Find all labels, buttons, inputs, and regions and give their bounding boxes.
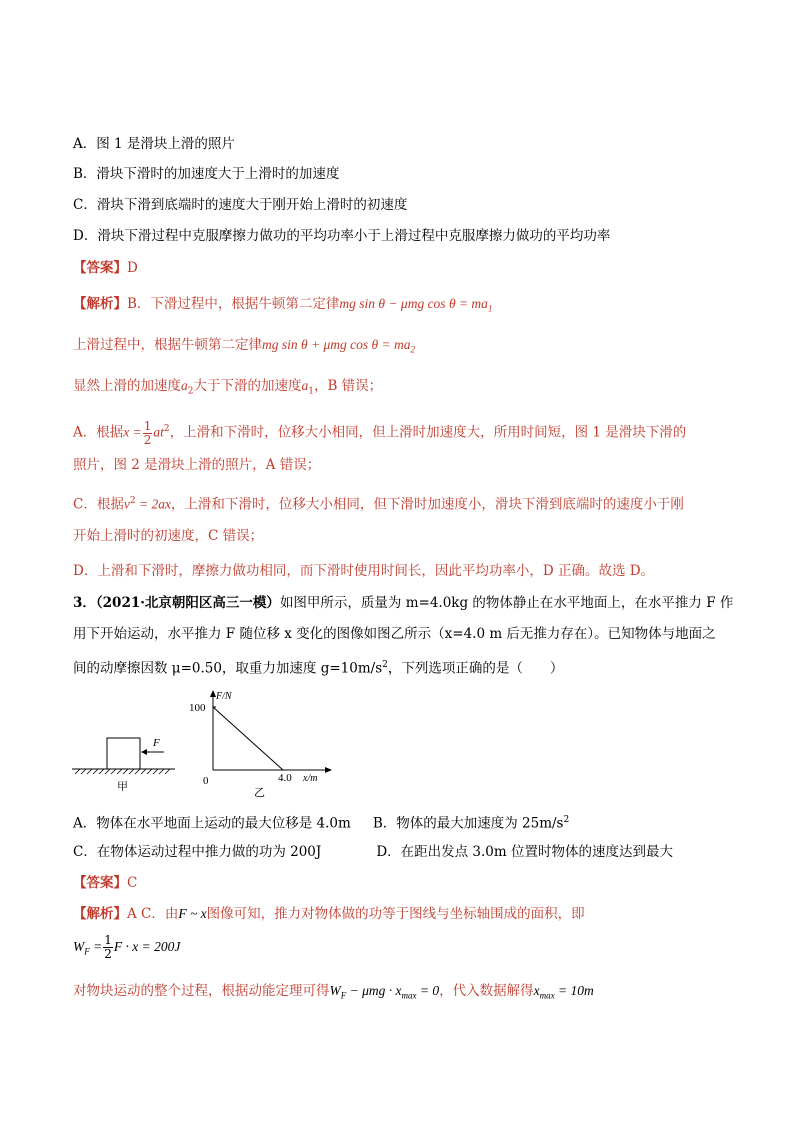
ground-hatching xyxy=(75,769,170,774)
answer-tag: 【答案】 xyxy=(73,875,127,891)
equation-left: x = xyxy=(123,424,142,440)
fraction-denominator: 2 xyxy=(143,432,152,447)
fraction-denominator: 2 xyxy=(104,947,112,961)
q2-option-c: C．滑块下滑到底端时的速度大于刚开始上滑时的初速度 xyxy=(73,197,408,213)
analysis-text: A C．由 xyxy=(127,906,179,922)
symbol: x xyxy=(533,983,540,998)
symbol-subscript: F xyxy=(340,990,347,1001)
q3-stem-line-2: 用下开始运动，水平推力 F 随位移 x 变化的图像如图乙所示（x=4.0 m 后无推力存在）。已知物体与地面之 xyxy=(73,626,716,642)
symbol: a xyxy=(181,378,188,393)
question-text: 间的动摩擦因数 μ=0.50，取重力加速度 g=10m/s xyxy=(73,660,383,677)
q2-analysis-line-3 xyxy=(73,376,734,402)
block xyxy=(107,738,140,769)
equation xyxy=(262,337,416,355)
q2-option-b: B．滑块下滑时的加速度大于上滑时的加速度 xyxy=(73,166,340,182)
force-label: F xyxy=(153,737,160,749)
q3-stem-line-1 xyxy=(73,593,734,613)
question-text: 如图甲所示，质量为 m=4.0kg 的物体静止在水平地面上，在水平推力 F 作 xyxy=(279,595,734,611)
equation: v xyxy=(123,496,130,512)
question-source: （2021·北京朝阳区高三一模） xyxy=(95,595,280,611)
analysis-text: ，上滑和下滑时，位移大小相同，但下滑时加速度小，滑块下滑到底端时的速度小于刚 xyxy=(170,496,684,513)
q2-option-a: A．图 1 是滑块上滑的照片 xyxy=(73,136,235,152)
equation: F ~ x xyxy=(178,906,207,921)
equation: = 10m xyxy=(554,983,594,998)
equation: = 2ax xyxy=(135,496,171,512)
origin-label: 0 xyxy=(203,775,209,787)
force-line xyxy=(213,707,283,770)
figure-yi xyxy=(189,690,332,799)
answer-value: D xyxy=(127,260,138,276)
analysis-text: ，上滑和下滑时，位移大小相同，但上滑时加速度大，所用时间短，图 1 是滑块下滑的 xyxy=(169,424,687,441)
analysis-text: C．根据 xyxy=(73,496,124,513)
equals: = xyxy=(93,939,103,954)
q3-analysis-line-2 xyxy=(73,934,734,962)
analysis-text: ，B 错误； xyxy=(313,378,383,394)
analysis-text: B．下滑过程中，根据牛顿第二定律 xyxy=(127,296,340,312)
analysis-text: ，代入数据解得 xyxy=(439,983,534,999)
symbol: W xyxy=(329,983,341,998)
equation-body: mg sin θ + μmg cos θ = ma xyxy=(262,337,411,352)
exponent: 2 xyxy=(129,496,136,506)
q3-options-row-1 xyxy=(73,810,734,834)
q2-analysis-line-7: 开始上滑时的初速度，C 错误； xyxy=(73,528,264,544)
q3-option-a: A．物体在水平地面上运动的最大位移是 4.0m xyxy=(73,815,351,832)
symbol-subscript: max xyxy=(401,990,417,1001)
symbol-subscript: F xyxy=(84,946,90,957)
equation-right: F · x = 200J xyxy=(113,939,181,954)
question-number: 3． xyxy=(73,595,96,611)
equation: = 0 xyxy=(416,983,440,998)
q2-analysis-line-8: D．上滑和下滑时，摩擦力做功相同，而下滑时使用时间长，因此平均功率小，D 正确。故选 D。 xyxy=(73,563,655,579)
analysis-text: 上滑过程中，根据牛顿第二定律 xyxy=(73,337,262,353)
answer-value: C xyxy=(127,875,138,891)
analysis-text: 大于下滑的加速度 xyxy=(193,378,302,394)
symbol-subscript: 1 xyxy=(308,386,314,397)
q3-analysis-line-3 xyxy=(73,981,734,1006)
equation-body: mg sin θ − μmg cos θ = ma xyxy=(339,296,488,311)
q3-stem-line-3 xyxy=(73,655,734,679)
question-text: ，下列选项正确的是（ ） xyxy=(387,660,564,677)
symbol-subscript: 2 xyxy=(187,386,194,397)
q2-answer-line xyxy=(73,258,734,278)
y-tick-100: 100 xyxy=(189,702,206,714)
exponent: 2 xyxy=(163,424,170,434)
q3-option-d: D．在距出发点 3.0m 位置时物体的速度达到最大 xyxy=(376,844,673,860)
symbol-subscript: max xyxy=(539,990,555,1001)
q3-options-row-2 xyxy=(73,842,734,862)
analysis-text: 图像可知，推力对物体做的功等于图线与坐标轴围成的面积，即 xyxy=(206,906,585,922)
analysis-text: 显然上滑的加速度 xyxy=(73,378,181,394)
equation-subscript: 1 xyxy=(487,303,493,314)
x-axis-label: x/m xyxy=(303,773,318,784)
fraction xyxy=(103,934,113,961)
symbol: a xyxy=(301,378,309,393)
equation xyxy=(339,296,493,314)
symbol: W xyxy=(73,939,85,954)
exponent: 2 xyxy=(382,660,388,670)
q2-analysis-line-1 xyxy=(73,294,734,319)
equation: − μmg · x xyxy=(346,983,402,998)
fraction-numerator: 1 xyxy=(143,418,152,433)
analysis-text: 对物块运动的整个过程，根据动能定理可得 xyxy=(73,983,330,999)
q3-analysis-line-1 xyxy=(73,904,734,924)
q2-analysis-line-5: 照片，图 2 是滑块上滑的照片，A 错误； xyxy=(73,457,321,473)
q3-answer-line xyxy=(73,873,734,893)
fraction xyxy=(143,420,153,447)
x-tick-4: 4.0 xyxy=(278,772,292,784)
analysis-text: A．根据 xyxy=(73,424,124,441)
figure-jia-caption: 甲 xyxy=(117,780,128,793)
q2-analysis-line-2 xyxy=(73,335,734,360)
equation-subscript: 2 xyxy=(410,344,416,355)
force-arrowhead xyxy=(141,749,147,755)
figure-jia xyxy=(72,737,175,793)
q2-analysis-line-4 xyxy=(73,419,734,447)
answer-tag: 【答案】 xyxy=(73,260,127,276)
q3-option-c: C．在物体运动过程中推力做的功为 200J xyxy=(73,844,322,860)
analysis-tag: 【解析】 xyxy=(73,906,127,922)
analysis-tag: 【解析】 xyxy=(73,296,127,312)
fraction-numerator: 1 xyxy=(104,933,112,947)
y-axis-label: F/N xyxy=(216,691,232,702)
x-axis-arrowhead xyxy=(325,767,332,773)
q3-option-b: B．物体的最大加速度为 25m/s xyxy=(372,815,564,832)
equation-right: at xyxy=(153,424,164,440)
figure-yi-caption: 乙 xyxy=(254,786,265,799)
q2-analysis-line-6 xyxy=(73,491,734,515)
exponent: 2 xyxy=(563,815,570,825)
q2-option-d: D．滑块下滑过程中克服摩擦力做功的平均功率小于上滑过程中克服摩擦力做功的平均功率 xyxy=(73,228,611,244)
figure-jia-yi xyxy=(70,690,350,800)
